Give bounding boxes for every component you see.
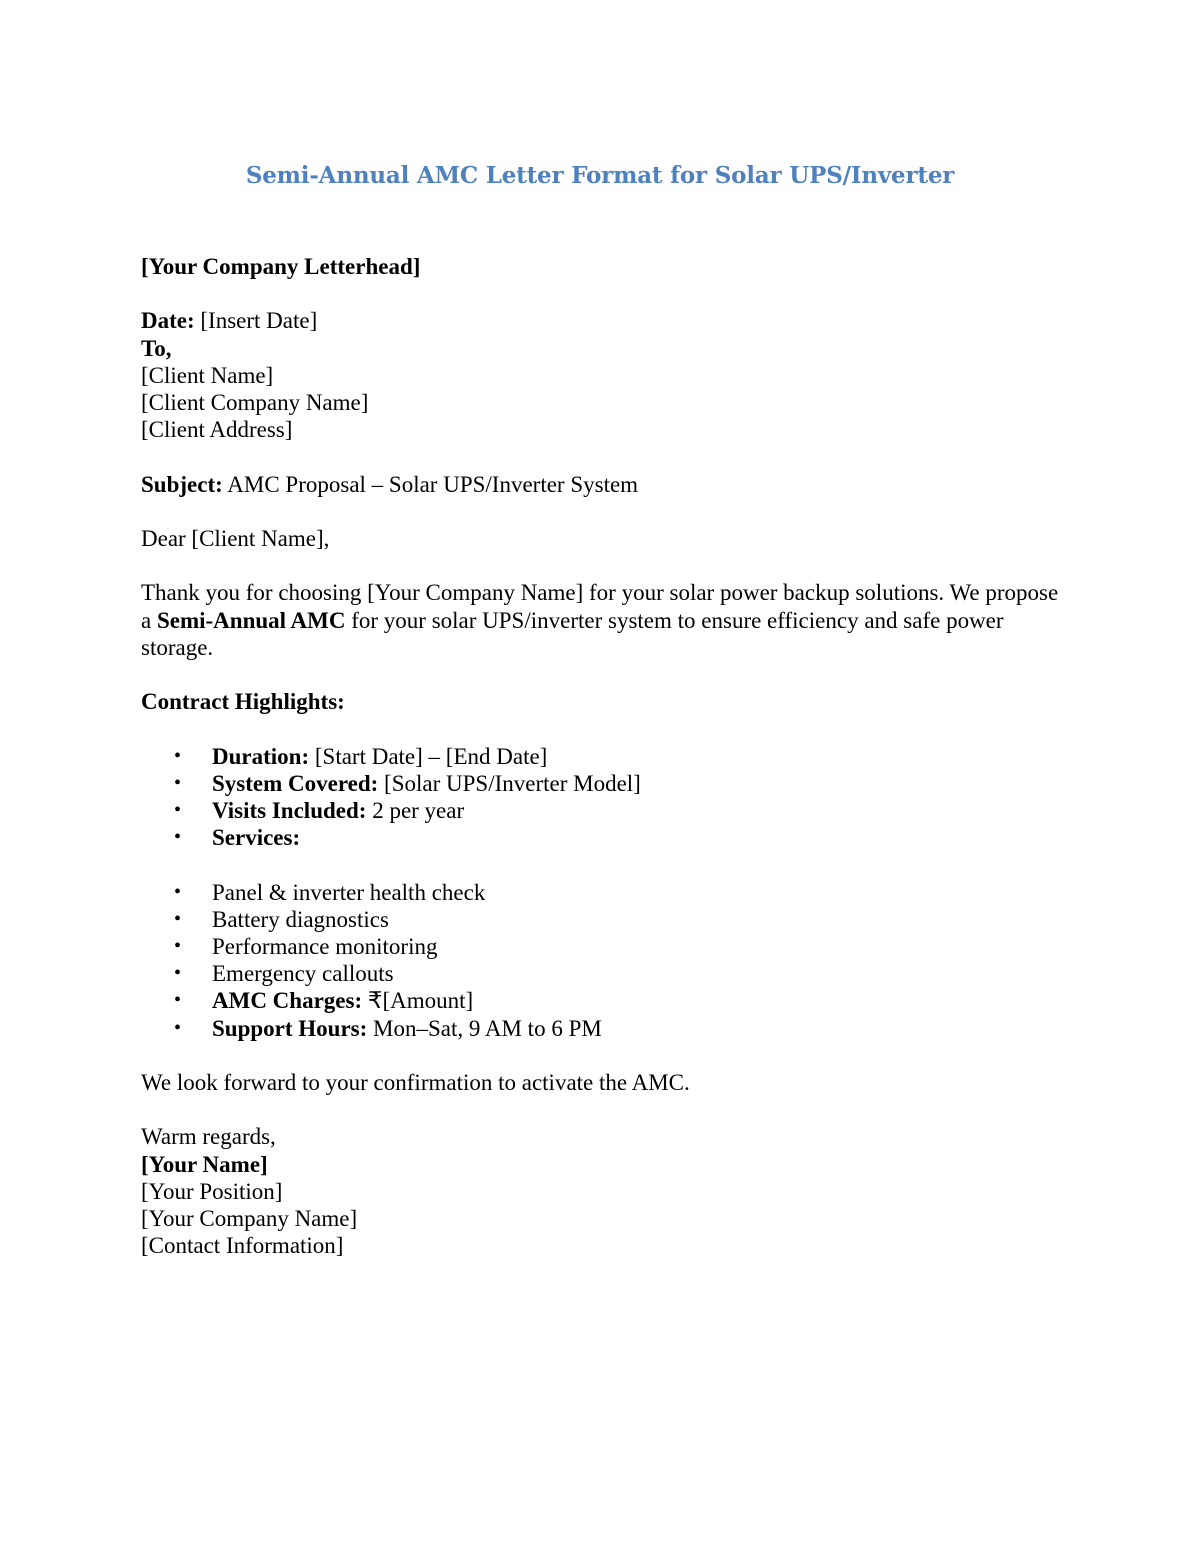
bullet-icon: • (174, 1016, 182, 1039)
signoff-name-text: [Your Name] (141, 1151, 268, 1177)
highlight-value: [Start Date] – [End Date] (309, 743, 548, 769)
highlights-list (141, 743, 1061, 852)
extra-value: ₹[Amount] (362, 988, 474, 1014)
highlight-label: Duration: (212, 743, 310, 769)
recipient-name: [Client Name] (141, 362, 274, 388)
list-item (141, 960, 1061, 987)
date-value: [Insert Date] (194, 308, 318, 334)
highlight-label: System Covered: (212, 770, 379, 796)
subject-value: AMC Proposal – Solar UPS/Inverter System (222, 471, 639, 497)
list-item (141, 879, 1061, 906)
bullet-icon: • (174, 989, 182, 1012)
bullet-icon: • (174, 826, 182, 849)
salutation: Dear [Client Name], (141, 525, 330, 551)
highlights-heading (141, 688, 1061, 715)
highlight-label: Services: (212, 825, 301, 851)
subject-label: Subject: (141, 471, 223, 497)
list-item (141, 743, 1061, 770)
services-list (141, 879, 1061, 1042)
intro-part2: for your solar UPS/inverter system to ensure efficiency and safe power storage. (141, 607, 1004, 660)
letter-body (141, 253, 1061, 1259)
extra-label: AMC Charges: (212, 988, 363, 1014)
bullet-icon: • (174, 880, 182, 903)
to-line (141, 335, 1061, 362)
bullet-icon: • (174, 744, 182, 767)
closing-line: We look forward to your confirmation to activate the AMC. (141, 1069, 690, 1095)
signoff-position: [Your Position] (141, 1178, 283, 1204)
letterhead (141, 253, 1061, 280)
intro-paragraph (141, 579, 1061, 661)
signoff-name (141, 1151, 1061, 1178)
highlight-label: Visits Included: (212, 797, 367, 823)
list-item (141, 824, 1061, 851)
list-item (141, 987, 1061, 1014)
signoff-regards: Warm regards, (141, 1124, 276, 1150)
service-text: Battery diagnostics (212, 906, 389, 932)
date-label: Date: (141, 308, 195, 334)
intro-part1: Thank you for choosing [Your Company Name] for your solar power backup solutions. We propose a (141, 580, 1059, 633)
service-text: Emergency callouts (212, 961, 394, 987)
bullet-icon: • (174, 798, 182, 821)
recipient-company: [Client Company Name] (141, 390, 369, 415)
bullet-icon: • (174, 771, 182, 794)
signoff-company: [Your Company Name] (141, 1205, 358, 1231)
extra-label: Support Hours: (212, 1015, 368, 1041)
list-item (141, 1015, 1061, 1042)
list-item (141, 933, 1061, 960)
recipient-address: [Client Address] (141, 417, 293, 443)
highlight-value: [Solar UPS/Inverter Model] (378, 770, 641, 796)
letterhead-text: [Your Company Letterhead] (141, 254, 421, 279)
bullet-icon: • (174, 934, 182, 957)
list-item (141, 906, 1061, 933)
intro-bold: Semi-Annual AMC (156, 607, 346, 633)
bullet-icon: • (174, 907, 182, 930)
date-line (141, 307, 1061, 334)
extra-value: Mon–Sat, 9 AM to 6 PM (367, 1015, 602, 1041)
to-label: To, (141, 335, 172, 361)
list-item (141, 797, 1061, 824)
bullet-icon: • (174, 962, 182, 985)
highlights-heading-text: Contract Highlights: (141, 689, 345, 715)
signoff-contact: [Contact Information] (141, 1233, 344, 1259)
service-text: Performance monitoring (212, 933, 438, 959)
subject-line (141, 471, 1061, 498)
list-item (141, 770, 1061, 797)
document-title: Semi-Annual AMC Letter Format for Solar UPS/Inverter (245, 162, 955, 189)
service-text: Panel & inverter health check (212, 879, 486, 905)
highlight-value: 2 per year (366, 797, 465, 823)
